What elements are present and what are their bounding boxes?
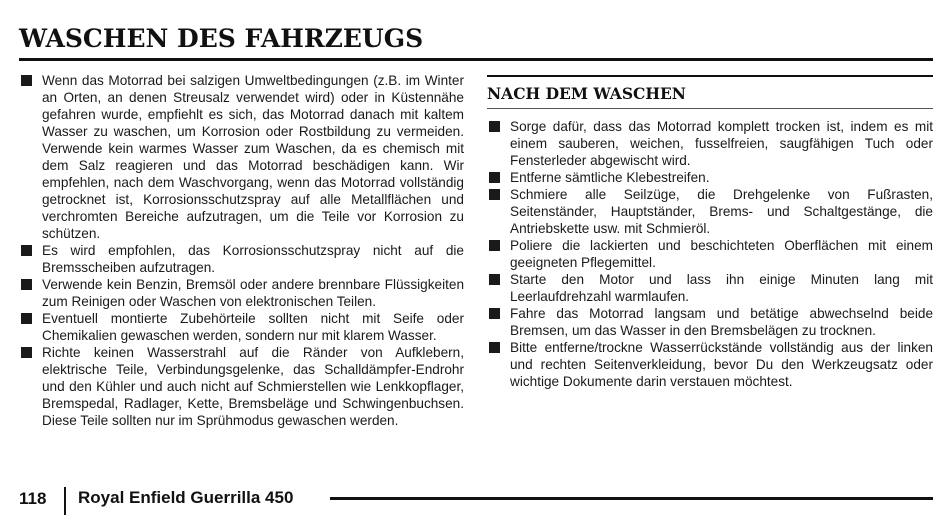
list-item [487, 271, 933, 305]
section-rule-top [487, 75, 933, 77]
right-bullet-list [487, 118, 933, 390]
page-title: WASCHEN DES FAHRZEUGS [19, 24, 424, 53]
section-rule-bottom [487, 108, 933, 109]
page-number: 118 [19, 489, 47, 508]
list-item [487, 118, 933, 169]
list-item-text: Es wird empfohlen, das Korrosionsschutzspray nicht auf die Bremsscheiben aufzutragen. [42, 243, 464, 275]
list-item [487, 237, 933, 271]
list-item-text: Sorge dafür, dass das Motorrad komplett trocken ist, indem es mit einem sauberen, weichen, fusselfreien, saugfähigen Tuch oder Fensterleder abgewischt wird. [510, 119, 933, 168]
list-item [487, 339, 933, 390]
left-column [19, 72, 464, 429]
bullet-square-icon [21, 245, 32, 256]
list-item-text: Verwende kein Benzin, Bremsöl oder andere brennbare Flüssigkeiten zum Reinigen oder Waschen von elektronischen Teilen. [42, 277, 464, 309]
list-item-text: Richte keinen Wasserstrahl auf die Ränder von Aufklebern, elektrische Teile, Verbindungsgelenke, das Schalldämpfer-Endrohr und den Kühler und auch nicht auf Schmierstellen wie Lenkkopflager, Bremspedal, Radlager, Kette, Bremsbeläge und Schwingenbuchsen. Diese Teile sollten nur im Sprühmodus gewaschen werden. [42, 345, 464, 428]
section-heading: NACH DEM WASCHEN [487, 84, 686, 103]
footer-rule [330, 497, 933, 500]
bullet-square-icon [489, 240, 500, 251]
left-bullet-list [19, 72, 464, 429]
list-item-text: Entferne sämtliche Klebestreifen. [510, 170, 710, 185]
bullet-square-icon [489, 342, 500, 353]
bullet-square-icon [489, 121, 500, 132]
list-item-text: Eventuell montierte Zubehörteile sollten nicht mit Seife oder Chemikalien gewaschen werden, sondern nur mit klarem Wasser. [42, 311, 464, 343]
list-item [487, 305, 933, 339]
list-item-text: Schmiere alle Seilzüge, die Drehgelenke von Fußrasten, Seitenständer, Hauptständer, Brems- und Schaltgestänge, die Antriebskette usw. mit Schmieröl. [510, 187, 933, 236]
bullet-square-icon [489, 274, 500, 285]
bullet-square-icon [21, 347, 32, 358]
list-item [487, 186, 933, 237]
bullet-square-icon [21, 313, 32, 324]
list-item [19, 310, 464, 344]
list-item [19, 276, 464, 310]
title-rule [19, 58, 933, 61]
right-column [487, 72, 933, 390]
list-item [19, 72, 464, 242]
footer-separator [64, 487, 66, 515]
list-item-text: Wenn das Motorrad bei salzigen Umweltbedingungen (z.B. im Winter an Orten, an denen Streusalz verwendet wird) oder in Küstennähe gefahren wurde, empfiehlt es sich, das Motorrad danach mit kaltem Wasser zu waschen, um Korrosion oder Rostbildung zu vermeiden. Verwende kein warmes Wasser zum Waschen, da es chemisch mit dem Salz reagieren und das Motorrad beschädigen kann. Wir empfehlen, nach dem Waschvorgang, wenn das Motorrad vollständig getrocknet ist, Korrosionsschutzspray auf alle Metallflächen und verchromten Bereiche aufzutragen, um die Teile vor Korrosion zu schützen. [42, 73, 464, 241]
bullet-square-icon [489, 189, 500, 200]
list-item [19, 242, 464, 276]
bullet-square-icon [21, 279, 32, 290]
bullet-square-icon [21, 75, 32, 86]
footer-model-name: Royal Enfield Guerrilla 450 [78, 488, 294, 507]
list-item [19, 344, 464, 429]
list-item-text: Starte den Motor und lass ihn einige Minuten lang mit Leerlaufdrehzahl warmlaufen. [510, 272, 933, 304]
bullet-square-icon [489, 308, 500, 319]
bullet-square-icon [489, 172, 500, 183]
list-item-text: Poliere die lackierten und beschichteten Oberflächen mit einem geeigneten Pflegemittel. [510, 238, 933, 270]
list-item-text: Bitte entferne/trockne Wasserrückstände vollständig aus der linken und rechten Seitenverkleidung, bevor Du den Werkzeugsatz oder wichtige Dokumente darin verstauen möchtest. [510, 340, 933, 389]
list-item-text: Fahre das Motorrad langsam und betätige abwechselnd beide Bremsen, um das Wasser in den Bremsbelägen zu trocknen. [510, 306, 933, 338]
list-item [487, 169, 933, 186]
